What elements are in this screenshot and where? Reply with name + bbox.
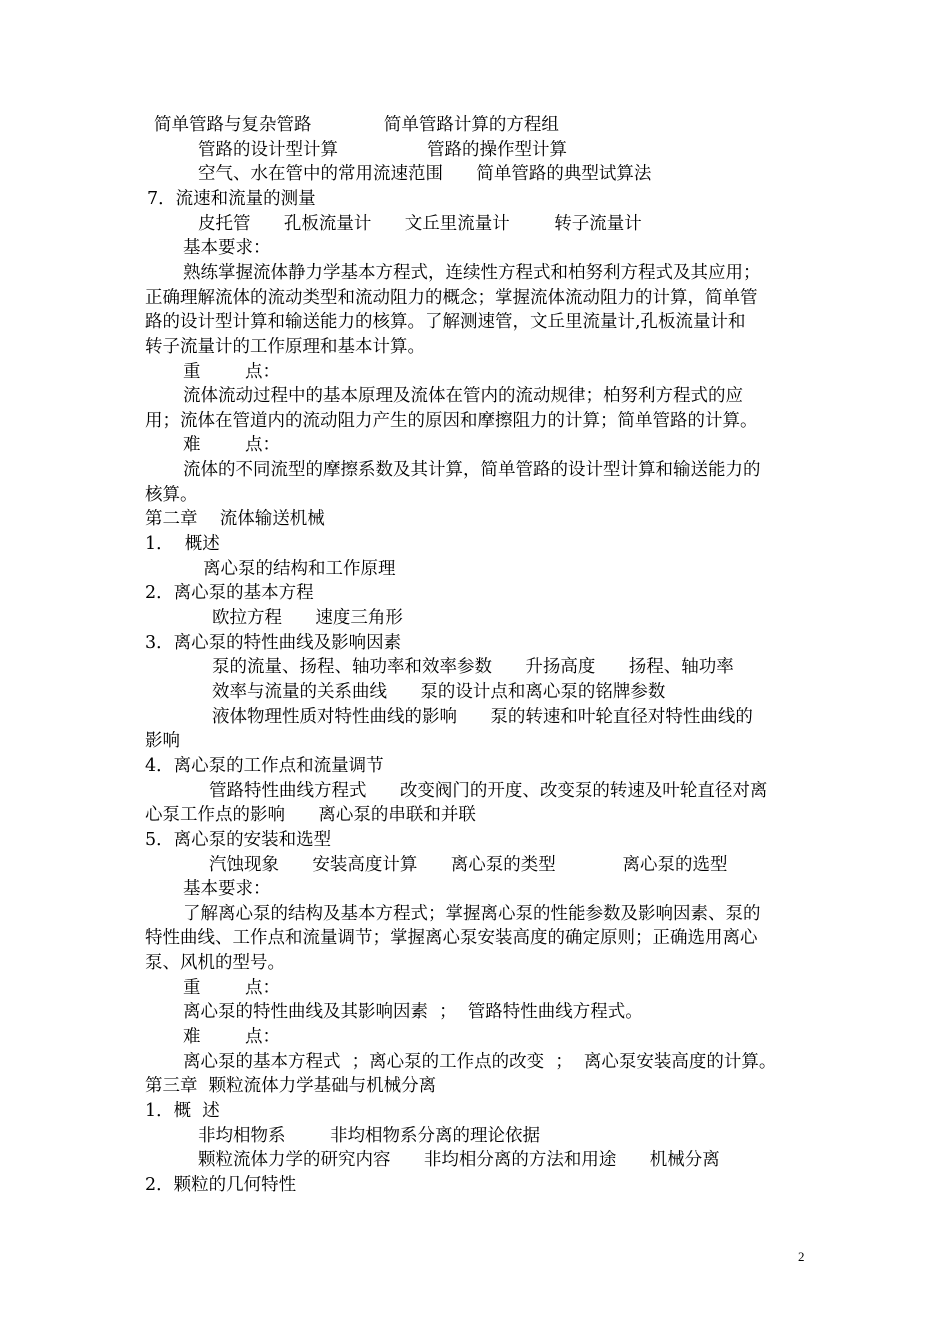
text-line: 了解离心泵的结构及基本方程式；掌握离心泵的性能参数及影响因素、泵的: [183, 903, 761, 924]
text-line: 基本要求：: [183, 238, 271, 259]
text-line: 用；流体在管道内的流动阻力产生的原因和摩擦阻力的计算；简单管路的计算。: [145, 410, 758, 431]
text-line: 汽蚀现象 安装高度计算 离心泵的类型 离心泵的选型: [209, 854, 728, 875]
text-line: 流体的不同流型的摩擦系数及其计算，简单管路的设计型计算和输送能力的: [183, 460, 761, 481]
text-line: 离心泵的特性曲线及其影响因素 ； 管路特性曲线方程式。: [183, 1002, 643, 1023]
text-line: 特性曲线、工作点和流量调节；掌握离心泵安装高度的确定原则；正确选用离心: [145, 928, 758, 949]
text-line: 4．离心泵的工作点和流量调节: [145, 755, 384, 776]
text-line: 难 点：: [183, 1027, 281, 1047]
text-line: 效率与流量的关系曲线 泵的设计点和离心泵的铭牌参数: [212, 681, 666, 702]
text-line: 1． 概述: [145, 534, 220, 554]
text-line: 基本要求：: [183, 879, 271, 900]
text-line: 离心泵的结构和工作原理: [203, 558, 396, 579]
text-line: 正确理解流体的流动类型和流动阻力的概念；掌握流体流动阻力的计算，简单管: [145, 287, 758, 308]
page-number: 2: [798, 1249, 805, 1264]
text-line: 皮托管 孔板流量计 文丘里流量计 转子流量计: [198, 213, 642, 234]
text-line: 路的设计型计算和输送能力的核算。了解测速管，文丘里流量计,孔板流量计和: [145, 312, 746, 333]
text-line: 第二章 流体输送机械: [145, 509, 325, 530]
text-line: 重 点：: [183, 977, 281, 998]
text-line: 颗粒流体力学的研究内容 非均相分离的方法和用途 机械分离: [198, 1150, 720, 1171]
text-line: 欧拉方程 速度三角形: [212, 608, 403, 628]
text-line: 简单管路与复杂管路 简单管路计算的方程组: [154, 115, 559, 135]
text-line: 管路特性曲线方程式 改变阀门的开度、改变泵的转速及叶轮直径对离: [209, 780, 768, 801]
text-line: 难 点：: [183, 435, 281, 456]
text-line: 离心泵的基本方程式 ；离心泵的工作点的改变 ； 离心泵安装高度的计算。: [183, 1051, 777, 1072]
text-line: 2．颗粒的几何特性: [145, 1175, 297, 1195]
text-line: 7．流速和流量的测量: [147, 188, 316, 209]
text-line: 非均相物系 非均相物系分离的理论依据: [198, 1125, 541, 1146]
text-line: 核算。: [145, 484, 198, 505]
text-line: 5．离心泵的安装和选型: [145, 829, 332, 850]
text-line: 影响: [145, 731, 180, 752]
text-line: 管路的设计型计算 管路的操作型计算: [198, 139, 568, 160]
text-line: 流体流动过程中的基本原理及流体在管内的流动规律；柏努利方程式的应: [183, 386, 743, 407]
text-line: 液体物理性质对特性曲线的影响 泵的转速和叶轮直径对特性曲线的: [212, 706, 753, 727]
text-line: 空气、水在管中的常用流速范围 简单管路的典型试算法: [198, 164, 652, 185]
text-line: 熟练掌握流体静力学基本方程式，连续性方程式和柏努利方程式及其应用；: [183, 262, 761, 283]
text-line: 1．概 述: [145, 1101, 220, 1121]
text-line: 心泵工作点的影响 离心泵的串联和并联: [145, 805, 476, 826]
text-line: 3．离心泵的特性曲线及影响因素: [145, 632, 402, 653]
text-line: 第三章 颗粒流体力学基础与机械分离: [145, 1076, 437, 1097]
text-line: 泵、风机的型号。: [145, 953, 285, 974]
text-line: 转子流量计的工作原理和基本计算。: [145, 336, 425, 357]
text-line: 2．离心泵的基本方程: [145, 583, 314, 604]
text-line: 泵的流量、扬程、轴功率和效率参数 升扬高度 扬程、轴功率: [212, 657, 734, 678]
text-line: 重 点：: [183, 361, 281, 382]
